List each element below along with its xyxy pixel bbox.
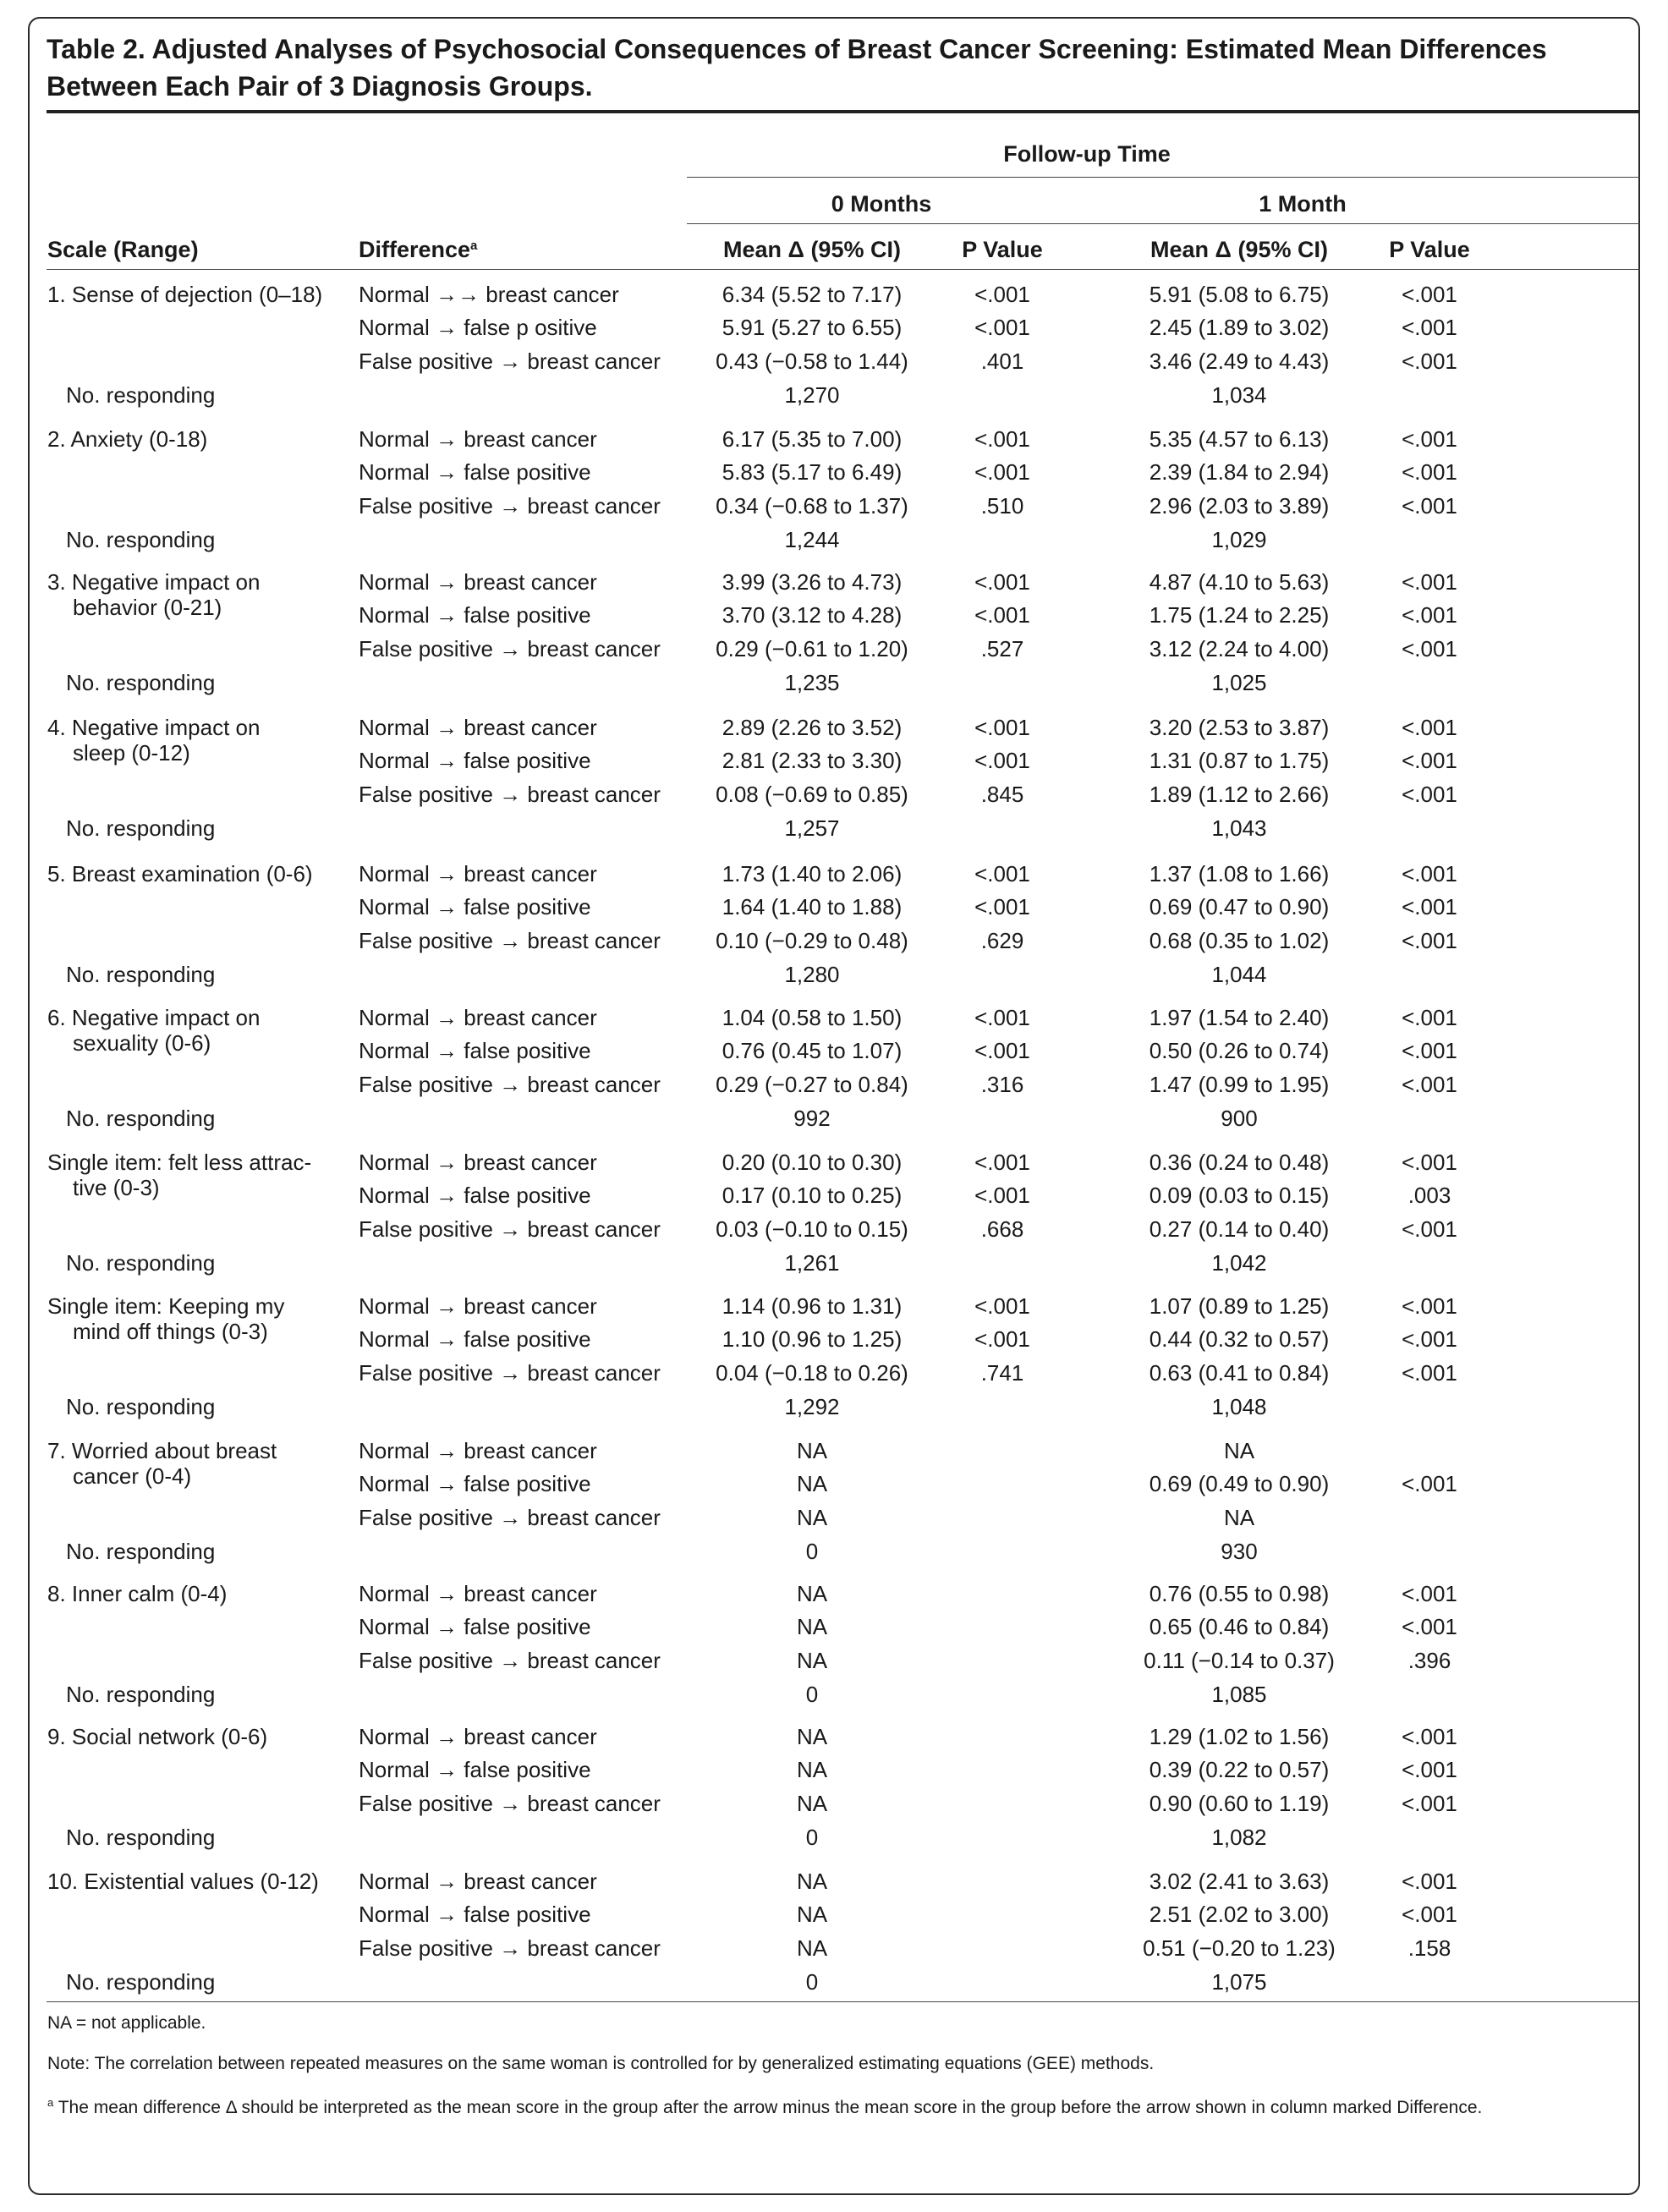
difference-cell: Normal → false positive	[359, 1757, 591, 1782]
responding-label: No. responding	[66, 382, 216, 408]
scale-name	[47, 1581, 343, 1606]
p1-cell: <.001	[1402, 1293, 1457, 1319]
responding-count-1: 900	[1221, 1106, 1258, 1131]
difference-cell: Normal → false positive	[359, 894, 591, 919]
mean0-cell: 6.34 (5.52 to 7.17)	[722, 282, 903, 307]
scale-name	[47, 1293, 343, 1344]
p1-cell: <.001	[1402, 1791, 1457, 1816]
t1-header: 1 Month	[1259, 191, 1347, 217]
difference-footnote-marker: a	[470, 239, 478, 253]
scale-name-line: sexuality (0-6)	[73, 1030, 211, 1056]
mean1-cell: 3.12 (2.24 to 4.00)	[1149, 636, 1330, 661]
p1-cell: <.001	[1402, 1581, 1457, 1606]
scale-name-line: Single item: Keeping my	[47, 1293, 285, 1319]
mean1-cell: 0.50 (0.26 to 0.74)	[1149, 1038, 1330, 1063]
p1-cell: <.001	[1402, 1216, 1457, 1242]
responding-count-1: 1,029	[1211, 527, 1267, 552]
mean0-cell: 2.89 (2.26 to 3.52)	[722, 715, 903, 740]
p1-cell: <.001	[1402, 459, 1457, 485]
scale-name-line: 3. Negative impact on	[47, 569, 261, 595]
responding-count-1: 1,043	[1211, 815, 1267, 841]
difference-cell: False positive → breast cancer	[359, 636, 661, 661]
mean0-cell: 0.17 (0.10 to 0.25)	[722, 1183, 903, 1208]
mean0-cell: 3.70 (3.12 to 4.28)	[722, 602, 903, 628]
scale-name	[47, 282, 343, 307]
mean1-cell: 1.97 (1.54 to 2.40)	[1149, 1005, 1330, 1030]
footnote-a	[47, 2091, 1621, 2120]
p0-cell: <.001	[974, 315, 1030, 340]
responding-count-0: 1,292	[784, 1394, 840, 1419]
mean1-cell: 0.27 (0.14 to 0.40)	[1149, 1216, 1330, 1242]
p1-cell: <.001	[1402, 1326, 1457, 1352]
scale-name-line: cancer (0-4)	[73, 1463, 192, 1489]
p1-cell: <.001	[1402, 1614, 1457, 1639]
mean0-cell: 0.29 (−0.61 to 1.20)	[716, 636, 908, 661]
scale-name	[47, 1724, 343, 1749]
mean0-cell: 2.81 (2.33 to 3.30)	[722, 748, 903, 773]
p1-cell: <.001	[1402, 1360, 1457, 1386]
scale-group	[0, 1864, 1668, 2004]
p1-cell: .396	[1407, 1648, 1451, 1673]
mean0-cell: 3.99 (3.26 to 4.73)	[722, 569, 903, 595]
p1-header: P Value	[1389, 237, 1470, 262]
time-rule	[687, 223, 1640, 224]
mean1-cell: 2.96 (2.03 to 3.89)	[1149, 493, 1330, 519]
p0-cell: <.001	[974, 602, 1030, 628]
p1-cell: <.001	[1402, 748, 1457, 773]
followup-header: Follow-up Time	[1003, 141, 1171, 167]
difference-cell: False positive → breast cancer	[359, 1648, 661, 1673]
scale-name-line: mind off things (0-3)	[73, 1319, 268, 1344]
scale-name	[47, 569, 343, 620]
p1-cell: <.001	[1402, 1902, 1457, 1927]
mean1-cell: 0.69 (0.49 to 0.90)	[1149, 1471, 1330, 1496]
scale-name-line: behavior (0-21)	[73, 595, 222, 620]
scale-group	[0, 857, 1668, 996]
mean1-cell: 5.35 (4.57 to 6.13)	[1149, 426, 1330, 452]
difference-cell: Normal → breast cancer	[359, 1581, 597, 1606]
responding-count-1: 1,075	[1211, 1969, 1267, 1995]
mean1-cell: NA	[1223, 1505, 1255, 1530]
p0-cell: <.001	[974, 426, 1030, 452]
mean1-cell: 3.02 (2.41 to 3.63)	[1149, 1869, 1330, 1894]
p1-cell: <.001	[1402, 493, 1457, 519]
responding-count-1: 1,082	[1211, 1825, 1267, 1850]
responding-count-0: 0	[805, 1825, 819, 1850]
mean0-cell: 0.76 (0.45 to 1.07)	[722, 1038, 903, 1063]
p1-cell: <.001	[1402, 426, 1457, 452]
difference-cell: Normal → breast cancer	[359, 861, 597, 886]
mean1-cell: 1.07 (0.89 to 1.25)	[1149, 1293, 1330, 1319]
p1-cell: <.001	[1402, 1724, 1457, 1749]
p1-cell: <.001	[1402, 715, 1457, 740]
p1-cell: <.001	[1402, 282, 1457, 307]
mean0-cell: NA	[796, 1791, 828, 1816]
difference-header-label: Difference	[359, 237, 471, 262]
p1-cell: <.001	[1402, 349, 1457, 374]
difference-cell: Normal → breast cancer	[359, 1724, 597, 1749]
responding-label: No. responding	[66, 1682, 216, 1707]
scale-group	[0, 422, 1668, 562]
p1-cell: <.001	[1402, 1471, 1457, 1496]
difference-cell: Normal → false positive	[359, 1471, 591, 1496]
p1-cell: <.001	[1402, 315, 1457, 340]
p1-cell: <.001	[1402, 1869, 1457, 1894]
responding-label: No. responding	[66, 1539, 216, 1564]
p0-cell: <.001	[974, 1293, 1030, 1319]
mean1-cell: 2.39 (1.84 to 2.94)	[1149, 459, 1330, 485]
difference-cell: Normal → false positive	[359, 1038, 591, 1063]
mean0-cell: 0.04 (−0.18 to 0.26)	[716, 1360, 908, 1386]
responding-label: No. responding	[66, 1825, 216, 1850]
responding-count-0: 1,244	[784, 527, 840, 552]
mean1-cell: 0.36 (0.24 to 0.48)	[1149, 1150, 1330, 1175]
responding-count-0: 1,261	[784, 1250, 840, 1276]
mean0-cell: NA	[796, 1935, 828, 1961]
scale-group	[0, 1434, 1668, 1573]
scale-name-line: 6. Negative impact on	[47, 1005, 261, 1030]
p0-cell: <.001	[974, 861, 1030, 886]
t0-header: 0 Months	[831, 191, 932, 217]
p0-cell: .510	[980, 493, 1024, 519]
scale-group	[0, 1720, 1668, 1859]
responding-count-0: 1,270	[784, 382, 840, 408]
difference-cell: False positive → breast cancer	[359, 782, 661, 807]
responding-count-1: 1,042	[1211, 1250, 1267, 1276]
responding-label: No. responding	[66, 1969, 216, 1995]
responding-count-0: 1,280	[784, 962, 840, 987]
header-rule	[47, 269, 1640, 270]
scale-name-line: 9. Social network (0-6)	[47, 1724, 268, 1749]
difference-cell: False positive → breast cancer	[359, 928, 661, 953]
p0-cell: <.001	[974, 1326, 1030, 1352]
p1-cell: <.001	[1402, 1150, 1457, 1175]
p1-cell: <.001	[1402, 928, 1457, 953]
difference-cell: Normal → false p ositive	[359, 315, 597, 340]
mean0-cell: NA	[796, 1614, 828, 1639]
mean0-cell: 0.10 (−0.29 to 0.48)	[716, 928, 908, 953]
mean0-cell: NA	[796, 1869, 828, 1894]
mean1-cell: 0.69 (0.47 to 0.90)	[1149, 894, 1330, 919]
mean0-cell: 0.08 (−0.69 to 0.85)	[716, 782, 908, 807]
responding-count-0: 0	[805, 1682, 819, 1707]
bottom-rule	[47, 2001, 1640, 2002]
difference-cell: False positive → breast cancer	[359, 1360, 661, 1386]
table-title: Table 2. Adjusted Analyses of Psychosocial Consequences of Breast Cancer Screening: Estimated Mean Differences Between Each Pair of 3 Diagnosis Groups.	[47, 34, 1547, 102]
difference-cell: Normal → breast cancer	[359, 569, 597, 595]
p0-cell: <.001	[974, 1005, 1030, 1030]
difference-cell: Normal → breast cancer	[359, 1438, 597, 1463]
scale-name	[47, 1869, 343, 1894]
scale-name	[47, 1005, 343, 1056]
p1-cell: <.001	[1402, 861, 1457, 886]
p1-cell: <.001	[1402, 1038, 1457, 1063]
p0-cell: .845	[980, 782, 1024, 807]
difference-cell: Normal → breast cancer	[359, 1005, 597, 1030]
mean1-cell: 0.44 (0.32 to 0.57)	[1149, 1326, 1330, 1352]
mean0-cell: NA	[796, 1648, 828, 1673]
responding-label: No. responding	[66, 1106, 216, 1131]
mean1-cell: 1.89 (1.12 to 2.66)	[1149, 782, 1330, 807]
responding-label: No. responding	[66, 527, 216, 552]
mean1-cell: 3.20 (2.53 to 3.87)	[1149, 715, 1330, 740]
p1-cell: <.001	[1402, 569, 1457, 595]
difference-header	[359, 236, 477, 263]
difference-cell: Normal → false positive	[359, 748, 591, 773]
mean1-cell: 2.51 (2.02 to 3.00)	[1149, 1902, 1330, 1927]
p0-cell: .527	[980, 636, 1024, 661]
p1-cell: <.001	[1402, 782, 1457, 807]
p0-cell: <.001	[974, 459, 1030, 485]
na-note: NA = not applicable.	[47, 2013, 206, 2033]
p0-cell: <.001	[974, 715, 1030, 740]
mean0-cell: 0.20 (0.10 to 0.30)	[722, 1150, 903, 1175]
p1-cell: <.001	[1402, 602, 1457, 628]
responding-label: No. responding	[66, 815, 216, 841]
mean1-cell: 0.76 (0.55 to 0.98)	[1149, 1581, 1330, 1606]
mean0-cell: 1.04 (0.58 to 1.50)	[722, 1005, 903, 1030]
mean1-cell: 1.29 (1.02 to 1.56)	[1149, 1724, 1330, 1749]
responding-count-0: 0	[805, 1539, 819, 1564]
mean1-cell: 0.90 (0.60 to 1.19)	[1149, 1791, 1330, 1816]
gee-note: Note: The correlation between repeated measures on the same woman is controlled for by generalized estimating equations (GEE) methods.	[47, 2054, 1155, 2073]
mean0-cell: 0.34 (−0.68 to 1.37)	[716, 493, 908, 519]
mean1-cell: 5.91 (5.08 to 6.75)	[1149, 282, 1330, 307]
difference-cell: False positive → breast cancer	[359, 493, 661, 519]
difference-cell: Normal → false positive	[359, 1902, 591, 1927]
mean1-cell: 0.11 (−0.14 to 0.37)	[1144, 1648, 1335, 1673]
mean0-cell: 5.91 (5.27 to 6.55)	[722, 315, 903, 340]
p0-cell: <.001	[974, 1150, 1030, 1175]
scale-name-line: sleep (0-12)	[73, 740, 190, 766]
responding-count-1: 1,048	[1211, 1394, 1267, 1419]
difference-cell: Normal → breast cancer	[359, 1150, 597, 1175]
difference-cell: Normal → breast cancer	[359, 1293, 597, 1319]
scale-name-line: 4. Negative impact on	[47, 715, 261, 740]
title-rule	[47, 110, 1640, 113]
p0-cell: <.001	[974, 748, 1030, 773]
mean1-cell: 4.87 (4.10 to 5.63)	[1149, 569, 1330, 595]
mean0-cell: NA	[796, 1757, 828, 1782]
difference-cell: False positive → breast cancer	[359, 1505, 661, 1530]
responding-count-1: 1,025	[1211, 670, 1267, 695]
mean0-cell: 1.14 (0.96 to 1.31)	[722, 1293, 903, 1319]
mean0-cell: NA	[796, 1581, 828, 1606]
mean0-cell: 0.29 (−0.27 to 0.84)	[716, 1072, 908, 1097]
scale-name-line: 8. Inner calm (0-4)	[47, 1581, 228, 1606]
difference-cell: Normal → breast cancer	[359, 715, 597, 740]
responding-count-1: 1,044	[1211, 962, 1267, 987]
p0-cell: .316	[980, 1072, 1024, 1097]
difference-cell: Normal → false positive	[359, 602, 591, 628]
scale-name	[47, 426, 343, 452]
mean1-cell: 0.68 (0.35 to 1.02)	[1149, 928, 1330, 953]
scale-name-line: tive (0-3)	[73, 1175, 160, 1200]
responding-count-0: 1,257	[784, 815, 840, 841]
scale-name-line: 2. Anxiety (0-18)	[47, 426, 208, 452]
p0-cell: .741	[980, 1360, 1024, 1386]
mean0-cell: NA	[796, 1505, 828, 1530]
p1-cell: <.001	[1402, 1757, 1457, 1782]
scale-name-line: 1. Sense of dejection (0–18)	[47, 282, 323, 307]
mean1-cell: 1.31 (0.87 to 1.75)	[1149, 748, 1330, 773]
difference-cell: False positive → breast cancer	[359, 1791, 661, 1816]
p0-cell: <.001	[974, 569, 1030, 595]
mean0-cell: 0.03 (−0.10 to 0.15)	[716, 1216, 908, 1242]
scale-name-line: 10. Existential values (0-12)	[47, 1869, 319, 1894]
p1-cell: <.001	[1402, 1072, 1457, 1097]
scale-name-line: 7. Worried about breast	[47, 1438, 277, 1463]
scale-header: Scale (Range)	[47, 237, 199, 262]
p0-cell: <.001	[974, 1183, 1030, 1208]
p1-cell: .158	[1407, 1935, 1451, 1961]
p0-cell: <.001	[974, 282, 1030, 307]
mean1-cell: 2.45 (1.89 to 3.02)	[1149, 315, 1330, 340]
mean0-cell: 1.73 (1.40 to 2.06)	[722, 861, 903, 886]
mean1-cell: 0.51 (−0.20 to 1.23)	[1143, 1935, 1336, 1961]
mean0-cell: 0.43 (−0.58 to 1.44)	[716, 349, 908, 374]
responding-count-1: 1,034	[1211, 382, 1267, 408]
scale-name	[47, 715, 343, 766]
mean0-header: Mean Δ (95% CI)	[723, 237, 901, 262]
responding-count-1: 930	[1221, 1539, 1258, 1564]
difference-cell: Normal → breast cancer	[359, 426, 597, 452]
p1-cell: <.001	[1402, 1005, 1457, 1030]
mean0-cell: NA	[796, 1902, 828, 1927]
mean1-cell: 0.65 (0.46 to 0.84)	[1149, 1614, 1330, 1639]
mean0-cell: 5.83 (5.17 to 6.49)	[722, 459, 903, 485]
responding-label: No. responding	[66, 670, 216, 695]
mean0-cell: NA	[796, 1438, 828, 1463]
difference-cell: False positive → breast cancer	[359, 1072, 661, 1097]
responding-label: No. responding	[66, 1394, 216, 1419]
mean1-cell: 1.75 (1.24 to 2.25)	[1149, 602, 1330, 628]
p0-header: P Value	[962, 237, 1043, 262]
scale-name-line: Single item: felt less attrac-	[47, 1150, 312, 1175]
responding-count-1: 1,085	[1211, 1682, 1267, 1707]
difference-cell: Normal → false positive	[359, 1183, 591, 1208]
scale-group	[0, 711, 1668, 850]
p0-cell: <.001	[974, 894, 1030, 919]
mean1-cell: NA	[1223, 1438, 1255, 1463]
p1-cell: .003	[1407, 1183, 1451, 1208]
footnote-text: The mean difference Δ should be interpreted as the mean score in the group after the arrow minus the mean score in the group before the arrow shown in column marked Difference.	[53, 2098, 1483, 2117]
p1-cell: <.001	[1402, 894, 1457, 919]
mean1-cell: 0.09 (0.03 to 0.15)	[1149, 1183, 1330, 1208]
p0-cell: .668	[980, 1216, 1024, 1242]
mean0-cell: NA	[796, 1724, 828, 1749]
scale-group	[0, 565, 1668, 705]
mean1-cell: 3.46 (2.49 to 4.43)	[1149, 349, 1330, 374]
scale-name	[47, 1438, 343, 1489]
responding-count-0: 0	[805, 1969, 819, 1995]
mean0-cell: 1.64 (1.40 to 1.88)	[722, 894, 903, 919]
difference-cell: False positive → breast cancer	[359, 349, 661, 374]
mean1-cell: 0.63 (0.41 to 0.84)	[1149, 1360, 1330, 1386]
difference-cell: Normal →→ breast cancer	[359, 282, 619, 307]
responding-count-0: 1,235	[784, 670, 840, 695]
table-notes	[47, 2012, 1621, 2120]
scale-group	[0, 1001, 1668, 1140]
scale-name	[47, 861, 343, 886]
scale-group	[0, 1289, 1668, 1429]
mean0-cell: 6.17 (5.35 to 7.00)	[722, 426, 903, 452]
mean1-header: Mean Δ (95% CI)	[1150, 237, 1328, 262]
p0-cell: .401	[980, 349, 1024, 374]
scale-group	[0, 277, 1668, 417]
scale-group	[0, 1145, 1668, 1285]
difference-cell: Normal → false positive	[359, 459, 591, 485]
responding-label: No. responding	[66, 962, 216, 987]
mean1-cell: 0.39 (0.22 to 0.57)	[1149, 1757, 1330, 1782]
responding-count-0: 992	[793, 1106, 831, 1131]
difference-cell: False positive → breast cancer	[359, 1216, 661, 1242]
mean0-cell: NA	[796, 1471, 828, 1496]
followup-rule	[687, 177, 1640, 178]
difference-cell: Normal → false positive	[359, 1614, 591, 1639]
p0-cell: .629	[980, 928, 1024, 953]
difference-cell: Normal → false positive	[359, 1326, 591, 1352]
mean1-cell: 1.37 (1.08 to 1.66)	[1149, 861, 1330, 886]
p0-cell: <.001	[974, 1038, 1030, 1063]
p1-cell: <.001	[1402, 636, 1457, 661]
footnote-marker: a	[47, 2096, 54, 2109]
mean0-cell: 1.10 (0.96 to 1.25)	[722, 1326, 903, 1352]
difference-cell: False positive → breast cancer	[359, 1935, 661, 1961]
mean1-cell: 1.47 (0.99 to 1.95)	[1149, 1072, 1330, 1097]
responding-label: No. responding	[66, 1250, 216, 1276]
scale-name	[47, 1150, 343, 1200]
scale-name-line: 5. Breast examination (0-6)	[47, 861, 313, 886]
difference-cell: Normal → breast cancer	[359, 1869, 597, 1894]
scale-group	[0, 1577, 1668, 1716]
